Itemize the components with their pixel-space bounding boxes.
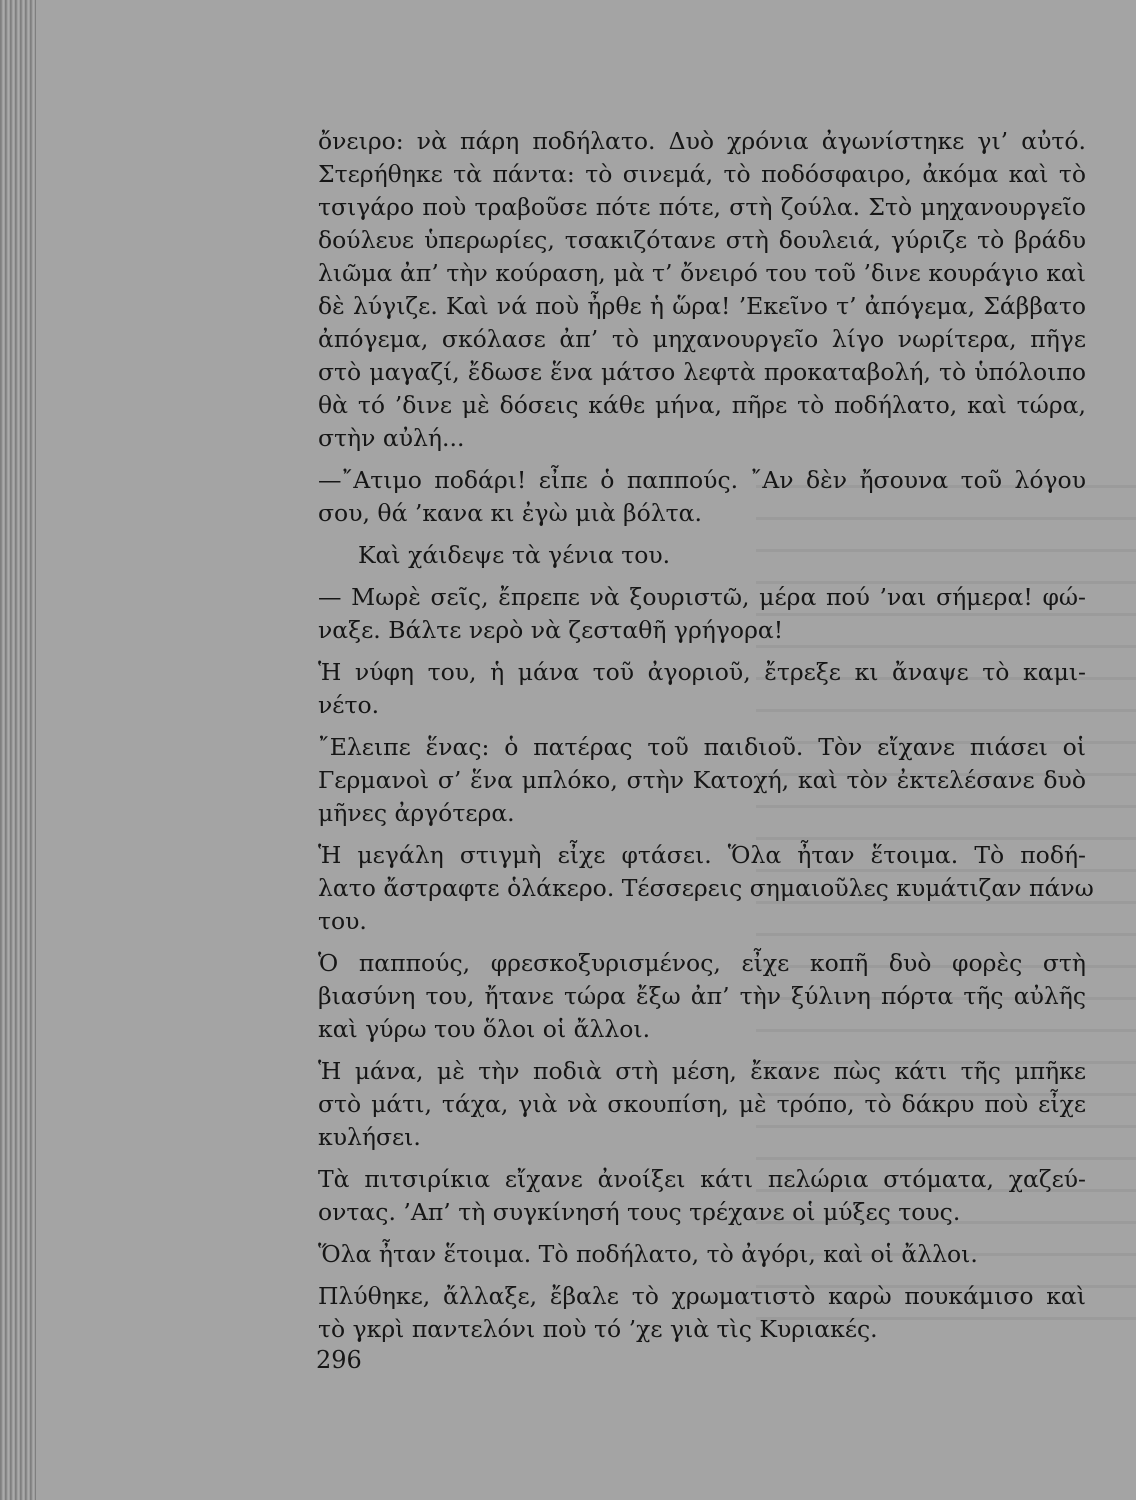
text-line: Στερήθηκε τὰ πάντα: τὸ σινεμά, τὸ ποδόσφαιρο, ἀκόμα καὶ τὸ [318,160,1086,188]
text-line: οντας. ’Απ’ τὴ συγκίνησή τους τρέχανε οἱ μύξες τους. [318,1198,961,1226]
text-line: Ὅλα ἦταν ἕτοιμα. Τὸ ποδήλατο, τὸ ἀγόρι, καὶ οἱ ἄλλοι. [318,1240,978,1268]
text-line: στὸ μαγαζί, ἔδωσε ἕνα μάτσο λεφτὰ προκαταβολή, τὸ ὑπόλοιπο [318,358,1086,386]
page-number: 296 [316,1346,362,1374]
text-line: Καὶ χάιδεψε τὰ γένια του. [358,541,671,569]
text-line: τὸ γκρὶ παντελόνι ποὺ τό ’χε γιὰ τὶς Κυριακές. [318,1315,878,1343]
text-line: στὸ μάτι, τάχα, γιὰ νὰ σκουπίση, μὲ τρόπο, τὸ δάκρυ ποὺ εἶχε [318,1090,1086,1118]
text-line: δὲ λύγιζε. Καὶ νά ποὺ ἦρθε ἡ ὥρα! ’Εκεῖνο τ’ ἀπόγεμα, Σάββατο [318,292,1086,320]
text-line: θὰ τό ’δινε μὲ δόσεις κάθε μήνα, πῆρε τὸ ποδήλατο, καὶ τώρα, [318,391,1086,419]
text-line: στὴν αὐλή... [318,424,465,452]
text-line: σου, θά ’κανα κι ἐγὼ μιὰ βόλτα. [318,499,703,527]
text-line: νέτο. [318,691,380,719]
text-line: λιῶμα ἀπ’ τὴν κούραση, μὰ τ’ ὄνειρό του τοῦ ’δινε κουράγιο καὶ [318,259,1086,287]
text-line: ναξε. Βάλτε νερὸ νὰ ζεσταθῆ γρήγορα! [318,616,784,644]
text-line: τσιγάρο ποὺ τραβοῦσε πότε πότε, στὴ ζούλα. Στὸ μηχανουργεῖο [318,193,1086,221]
text-line: μῆνες ἀργότερα. [318,799,515,827]
text-line: Τὰ πιτσιρίκια εἴχανε ἀνοίξει κάτι πελώρια στόματα, χαζεύ- [318,1165,1086,1193]
text-line: βιασύνη του, ἤτανε τώρα ἔξω ἀπ’ τὴν ξύλινη πόρτα τῆς αὐλῆς [318,982,1086,1010]
text-line: Ἡ νύφη του, ἡ μάνα τοῦ ἀγοριοῦ, ἔτρεξε κι ἄναψε τὸ καμι- [318,658,1086,686]
body-text [318,125,1094,1346]
text-line: —῎Ατιμο ποδάρι! εἶπε ὁ παππούς. ῎Αν δὲν ἤσουνα τοῦ λόγου [318,466,1086,494]
text-line: Ὁ παππούς, φρεσκοξυρισμένος, εἶχε κοπῆ δυὸ φορὲς στὴ [318,949,1086,977]
text-line: κυλήσει. [318,1123,421,1151]
text-line: Πλύθηκε, ἄλλαξε, ἔβαλε τὸ χρωματιστὸ καρὼ πουκάμισο καὶ [318,1282,1086,1310]
text-line: — Μωρὲ σεῖς, ἔπρεπε νὰ ξουριστῶ, μέρα πού ’ναι σήμερα! φώ- [318,583,1086,611]
text-line: Ἡ μεγάλη στιγμὴ εἶχε φτάσει. Ὅλα ἦταν ἕτοιμα. Τὸ ποδή- [318,841,1086,869]
text-line: λατο ἄστραφτε ὁλάκερο. Τέσσερεις σημαιοῦλες κυμάτιζαν πάνω [318,874,1094,902]
text-line: δούλευε ὑπερωρίες, τσακιζότανε στὴ δουλειά, γύριζε τὸ βράδυ [318,226,1086,254]
text-line: ὄνειρο: νὰ πάρη ποδήλατο. Δυὸ χρόνια ἀγωνίστηκε γι’ αὐτό. [318,127,1086,155]
text-line: Ἡ μάνα, μὲ τὴν ποδιὰ στὴ μέση, ἔκανε πὼς κάτι τῆς μπῆκε [318,1057,1086,1085]
page-edge-stack [0,0,36,1500]
text-line: ῎Ελειπε ἕνας: ὁ πατέρας τοῦ παιδιοῦ. Τὸν εἴχανε πιάσει οἱ [318,733,1086,761]
text-line: ἀπόγεμα, σκόλασε ἀπ’ τὸ μηχανουργεῖο λίγο νωρίτερα, πῆγε [318,325,1086,353]
text-line: Γερμανοὶ σ’ ἕνα μπλόκο, στὴν Κατοχή, καὶ τὸν ἐκτελέσανε δυὸ [318,766,1086,794]
text-line: του. [318,907,367,935]
text-line: καὶ γύρω του ὅλοι οἱ ἄλλοι. [318,1015,651,1043]
